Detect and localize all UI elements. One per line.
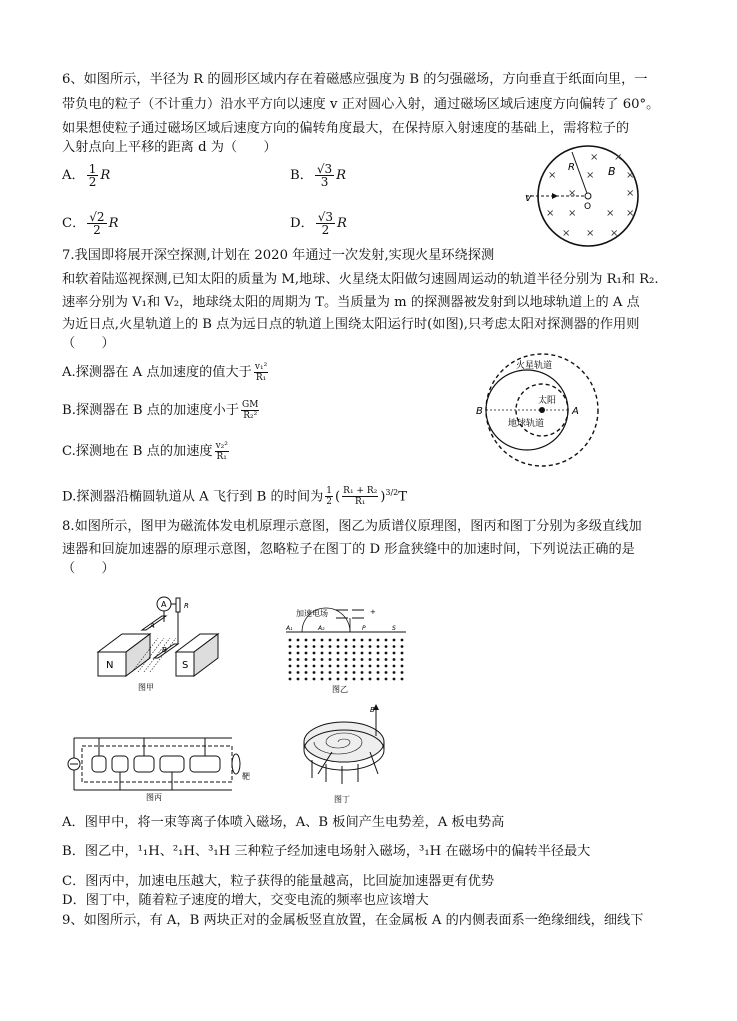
field-dot: [377, 665, 380, 668]
q6-figure-v-label: v: [525, 191, 532, 204]
q7-option-b: B.探测器在 B 点的加速度小于 $\frac{GM}{\text{R₂²}}$: [62, 400, 259, 421]
q7-mars-orbit-label: 火星轨道: [516, 361, 553, 371]
fig-jia-caption: 图甲: [138, 683, 154, 692]
field-dot: [385, 678, 388, 681]
field-dot: [289, 639, 292, 642]
field-dot: [313, 645, 316, 648]
q8-line-1: 8.如图所示，图甲为磁流体发电机原理示意图，图乙为质谱仪原理图，图丙和图丁分别为多级直线加: [62, 519, 642, 534]
q8-option-d: D．图丁中，随着粒子速度的增大，交变电流的频率也应该增大: [62, 893, 429, 908]
svg-text:×: ×: [606, 208, 615, 219]
fig-ding-caption: 图丁: [334, 795, 350, 804]
q6-option-c: C． $\frac{√2}{2}$ R: [62, 210, 119, 237]
field-dot: [345, 652, 348, 655]
q6-figure-o-label: O: [584, 202, 592, 212]
q7-point-a-label: A: [572, 406, 579, 417]
q7-line-3: 速率分别为 V₁和 V₂，地球绕太阳的周期为 T。当质量为 m 的探测器被发射到以地球轨道上的 A 点: [62, 295, 640, 310]
svg-text:×: ×: [626, 188, 635, 199]
field-dot: [393, 665, 396, 668]
svg-text:×: ×: [586, 228, 595, 239]
fig-yi-field-dots: [289, 639, 404, 681]
field-dot: [361, 658, 364, 661]
fig-bing-target-label: 靶: [242, 772, 250, 781]
field-dot: [305, 678, 308, 681]
svg-text:S: S: [392, 625, 396, 632]
field-dot: [313, 658, 316, 661]
field-dot: [369, 671, 372, 674]
svg-text:×: ×: [562, 228, 571, 239]
field-dot: [385, 665, 388, 668]
field-dot: [401, 639, 404, 642]
field-dot: [337, 658, 340, 661]
figure-jia-mhd-generator: [92, 592, 222, 692]
field-dot: [361, 671, 364, 674]
field-dot: [329, 678, 332, 681]
q8-option-b: B．图乙中，¹₁H、²₁H、³₁H 三种粒子经加速电场射入磁场，³₁H 在磁场中的偏转半径最大: [62, 844, 591, 859]
field-dot: [329, 639, 332, 642]
field-dot: [353, 671, 356, 674]
q7-point-b-label: B: [476, 406, 483, 417]
field-dot: [313, 678, 316, 681]
field-dot: [345, 678, 348, 681]
field-dot: [345, 671, 348, 674]
field-dot: [401, 658, 404, 661]
field-dot: [377, 652, 380, 655]
figure-bing-linear-accelerator: [62, 732, 262, 802]
field-dot: [297, 678, 300, 681]
field-dot: [289, 671, 292, 674]
field-dot: [289, 652, 292, 655]
svg-text:N: N: [106, 660, 114, 671]
field-dot: [393, 639, 396, 642]
field-dot: [393, 652, 396, 655]
field-dot: [289, 658, 292, 661]
field-dot: [377, 645, 380, 648]
fig-yi-field-label: 加速电场: [296, 609, 328, 618]
svg-text:×: ×: [548, 170, 557, 181]
svg-text:+: +: [370, 608, 376, 616]
field-dot: [393, 678, 396, 681]
field-dot: [337, 678, 340, 681]
q6-option-d: D． $\frac{√3}{2}$ R: [290, 210, 347, 237]
field-dot: [401, 678, 404, 681]
svg-text:×: ×: [614, 152, 623, 163]
svg-text:×: ×: [568, 188, 577, 199]
field-dot: [297, 645, 300, 648]
svg-text:×: ×: [590, 152, 599, 163]
q7-option-a: A.探测器在 A 点加速度的值大于 $\frac{\text{v₁²}}{\text{R₁}}$: [62, 362, 268, 383]
field-dot: [385, 658, 388, 661]
field-dot: [313, 639, 316, 642]
svg-text:A₁: A₁: [286, 625, 293, 632]
svg-text:×: ×: [626, 170, 635, 181]
field-dot: [305, 658, 308, 661]
q8-option-a: A．图甲中，将一束等离子体喷入磁场，A、B 板间产生电势差，A 板电势高: [62, 815, 505, 830]
field-dot: [329, 665, 332, 668]
field-dot: [297, 658, 300, 661]
svg-text:B: B: [162, 646, 167, 654]
field-dot: [385, 652, 388, 655]
svg-text:B: B: [370, 706, 375, 714]
svg-text:×: ×: [568, 208, 577, 219]
field-dot: [361, 665, 364, 668]
field-dot: [337, 645, 340, 648]
field-dot: [289, 645, 292, 648]
q6-option-b: B． $\frac{√3}{3}$ R: [290, 162, 347, 189]
svg-text:×: ×: [626, 208, 635, 219]
q9-line-1: 9、如图所示，有 A，B 两块正对的金属板竖直放置，在金属板 A 的内侧表面系一绝缘细线，细线下: [62, 913, 644, 928]
field-dot: [369, 652, 372, 655]
field-dot: [321, 671, 324, 674]
field-dot: [401, 645, 404, 648]
svg-text:R: R: [184, 602, 189, 610]
field-dot: [377, 639, 380, 642]
field-dot: [289, 665, 292, 668]
q6-line-4: 入射点向上平移的距离 d 为（ ）: [62, 140, 277, 155]
field-dot: [321, 645, 324, 648]
field-dot: [345, 658, 348, 661]
q7-line-1: 7.我国即将展开深空探测,计划在 2020 年通过一次发射,实现火星环绕探测: [62, 248, 495, 263]
field-dot: [321, 665, 324, 668]
svg-text:P: P: [362, 625, 366, 632]
field-dot: [329, 658, 332, 661]
field-dot: [361, 678, 364, 681]
field-dot: [369, 665, 372, 668]
svg-text:S: S: [182, 660, 189, 671]
field-dot: [337, 652, 340, 655]
q6-magnetic-field-figure: [522, 140, 642, 252]
field-dot: [321, 658, 324, 661]
field-dot: [393, 671, 396, 674]
q7-line-5: （ ）: [62, 336, 115, 351]
field-dot: [361, 652, 364, 655]
svg-text:×: ×: [610, 228, 619, 239]
field-dot: [297, 652, 300, 655]
field-dot: [393, 658, 396, 661]
field-dot: [353, 639, 356, 642]
q6-figure-b-label: B: [608, 165, 616, 178]
field-dot: [305, 639, 308, 642]
field-dot: [305, 645, 308, 648]
field-dot: [337, 639, 340, 642]
field-dot: [321, 678, 324, 681]
field-dot: [353, 645, 356, 648]
q7-line-4: 为近日点,火星轨道上的 B 点为远日点的轨道上围绕太阳运行时(如图),只考虑太阳对探测器的作用则: [62, 317, 640, 332]
field-dot: [353, 658, 356, 661]
field-dot: [297, 671, 300, 674]
field-dot: [385, 671, 388, 674]
field-dot: [345, 645, 348, 648]
q7-sun-label: 太阳: [538, 396, 557, 406]
q6-line-2: 带负电的粒子（不计重力）沿水平方向以速度 v 正对圆心入射，通过磁场区域后速度方向偏转了 60°。: [62, 97, 660, 112]
field-dot: [353, 678, 356, 681]
field-dot: [369, 645, 372, 648]
svg-text:×: ×: [586, 170, 595, 181]
field-dot: [369, 678, 372, 681]
field-dot: [305, 671, 308, 674]
field-dot: [377, 678, 380, 681]
q6-line-3: 如果想使粒子通过磁场区域后速度方向的偏转角度最大，在保持原入射速度的基础上，需将粒子的: [62, 121, 630, 136]
field-dot: [305, 652, 308, 655]
field-dot: [313, 671, 316, 674]
field-dot: [313, 665, 316, 668]
field-dot: [353, 652, 356, 655]
field-dot: [401, 665, 404, 668]
field-dot: [385, 639, 388, 642]
field-dot: [377, 658, 380, 661]
field-dot: [377, 671, 380, 674]
q7-orbit-figure: [472, 340, 612, 475]
field-dot: [337, 665, 340, 668]
field-dot: [329, 645, 332, 648]
field-dot: [329, 652, 332, 655]
field-dot: [329, 671, 332, 674]
field-dot: [305, 665, 308, 668]
field-dot: [297, 665, 300, 668]
figure-ding-cyclotron: [292, 702, 402, 806]
q7-option-d: D.探测器沿椭圆轨道从 A 飞行到 B 的时间为 $\frac{1}{2}$ ( $\frac{\text{R₁ + R₂}}{\text{R₁}}$ )$^{3/2}$T: [62, 486, 408, 508]
field-dot: [393, 645, 396, 648]
q7-earth-orbit-label: 地球轨道: [508, 419, 545, 429]
q8-line-2: 速器和回旋加速器的原理示意图，忽略粒子在图丁的 D 形盒狭缝中的加速时间，下列说法正确的是: [62, 542, 635, 557]
q7-line-2: 和软着陆巡视探测,已知太阳的质量为 M,地球、火星绕太阳做匀速圆周运动的轨道半径分别为 R₁和 R₂.: [62, 272, 659, 287]
q8-line-3: （ ）: [62, 561, 115, 576]
q7-option-c: C.探测地在 B 点的加速度 $\frac{\text{v₂²}}{\text{R₁}}$: [62, 441, 228, 462]
field-dot: [401, 652, 404, 655]
field-dot: [361, 645, 364, 648]
field-dot: [345, 639, 348, 642]
svg-text:×: ×: [546, 208, 555, 219]
field-dot: [401, 671, 404, 674]
field-dot: [289, 678, 292, 681]
svg-text:A: A: [161, 600, 167, 609]
field-dot: [337, 671, 340, 674]
fig-yi-caption: 图乙: [332, 685, 348, 694]
fig-bing-caption: 图丙: [146, 793, 162, 802]
field-dot: [385, 645, 388, 648]
field-dot: [369, 658, 372, 661]
field-dot: [313, 652, 316, 655]
q6-figure-r-label: R: [568, 162, 575, 173]
field-dot: [297, 639, 300, 642]
field-dot: [369, 639, 372, 642]
figure-yi-mass-spectrometer: [282, 602, 412, 694]
q6-option-a: A． $\frac{1}{2}$ R: [62, 162, 111, 189]
field-dot: [321, 639, 324, 642]
q6-line-1: 6、如图所示，半径为 R 的圆形区域内存在着磁感应强度为 B 的匀强磁场，方向垂直于纸面向里，一: [62, 72, 648, 87]
field-dot: [361, 639, 364, 642]
field-dot: [321, 652, 324, 655]
field-dot: [353, 665, 356, 668]
field-dot: [345, 665, 348, 668]
svg-text:A: A: [150, 622, 155, 630]
svg-text:A₂: A₂: [318, 625, 325, 632]
q8-option-c: C．图丙中，加速电压越大，粒子获得的能量越高，比回旋加速器更有优势: [62, 874, 495, 889]
